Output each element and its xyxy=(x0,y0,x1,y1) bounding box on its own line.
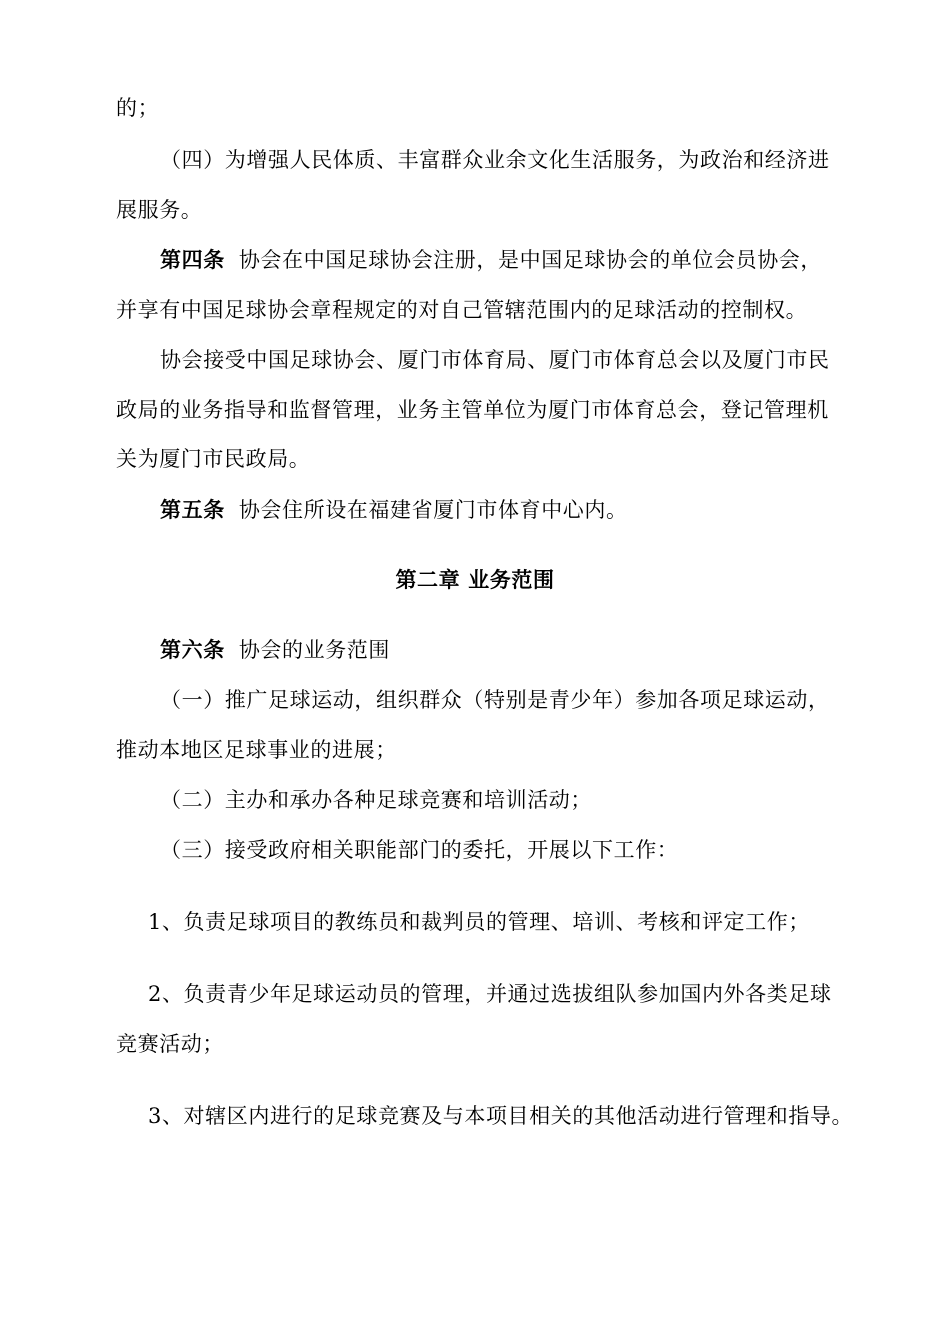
text-line: 并享有中国足球协会章程规定的对自己管辖范围内的足球活动的控制权。 xyxy=(116,298,808,322)
list-item: 2、负责青少年足球运动员的管理，并通过选拔组队参加国内外各类足球 xyxy=(148,982,832,1006)
text-line: 展服务。 xyxy=(116,198,203,222)
article-5 xyxy=(160,496,900,524)
article-text: 协会在中国足球协会注册，是中国足球协会的单位会员协会， xyxy=(238,248,823,272)
text-line: （四）为增强人民体质、丰富群众业余文化生活服务，为政治和经济进 xyxy=(160,148,830,172)
article-text: 协会的业务范围 xyxy=(238,638,391,662)
text-line: 推动本地区足球事业的进展； xyxy=(116,738,397,762)
list-item: 3、对辖区内进行的足球竞赛及与本项目相关的其他活动进行管理和指导。 xyxy=(148,1104,854,1128)
chapter-heading: 第二章 业务范围 xyxy=(395,568,555,592)
article-label: 第五条 xyxy=(160,498,225,522)
text-line: （三）接受政府相关职能部门的委托，开展以下工作： xyxy=(160,838,679,862)
article-6 xyxy=(160,636,900,664)
text-line: （二）主办和承办各种足球竞赛和培训活动； xyxy=(160,788,592,812)
text-line: 关为厦门市民政局。 xyxy=(116,447,311,471)
text-line: 政局的业务指导和监督管理，业务主管单位为厦门市体育总会，登记管理机 xyxy=(116,398,829,422)
text-line: （一）推广足球运动，组织群众（特别是青少年）参加各项足球运动， xyxy=(160,688,830,712)
text-line: 竞赛活动； xyxy=(116,1032,224,1056)
list-item: 1、负责足球项目的教练员和裁判员的管理、培训、考核和评定工作； xyxy=(148,910,810,934)
article-label: 第六条 xyxy=(160,638,225,662)
article-4 xyxy=(160,246,900,274)
text-line: 协会接受中国足球协会、厦门市体育局、厦门市体育总会以及厦门市民 xyxy=(160,348,830,372)
article-label: 第四条 xyxy=(160,248,225,272)
article-text: 协会住所设在福建省厦门市体育中心内。 xyxy=(238,498,628,522)
text-line: 的； xyxy=(116,96,160,120)
